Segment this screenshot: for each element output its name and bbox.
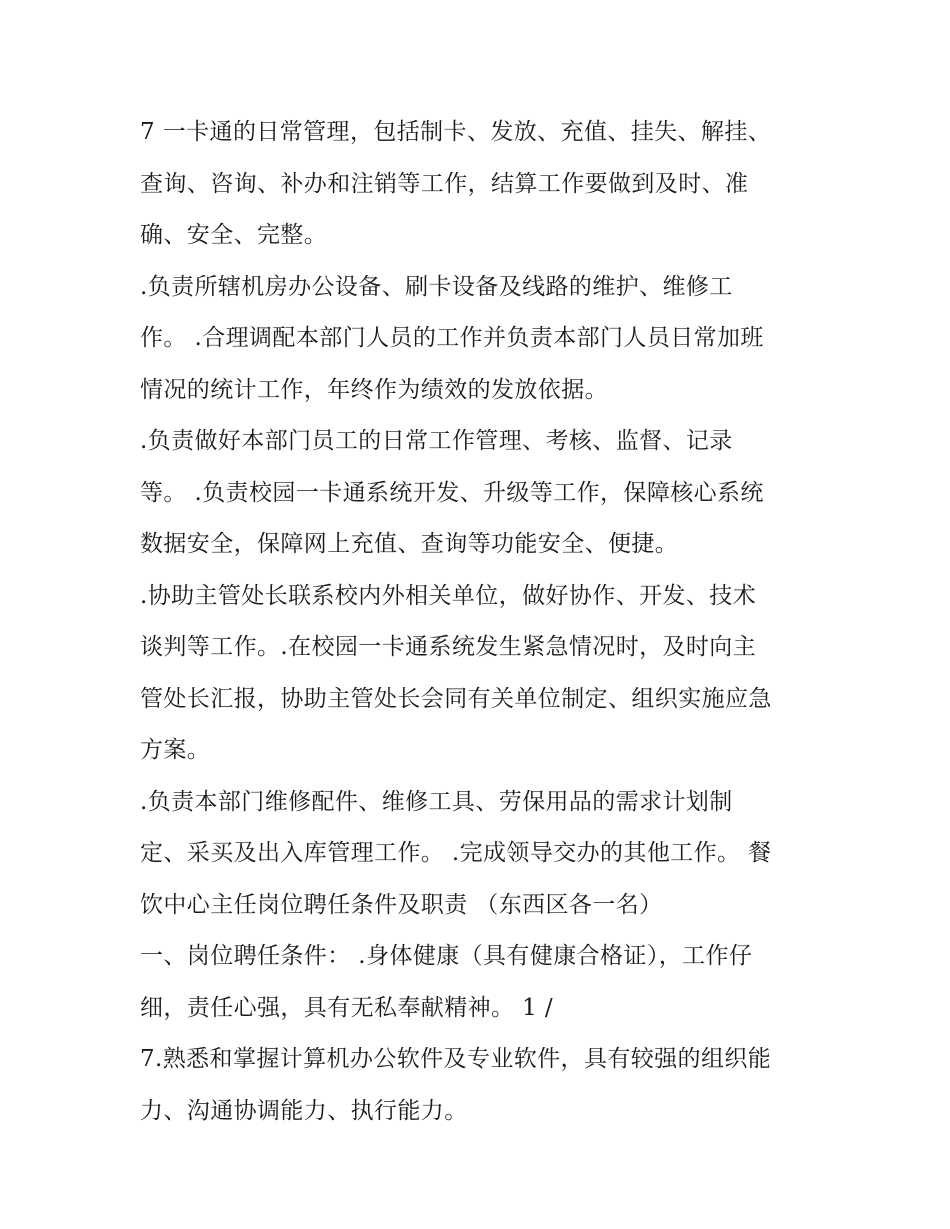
text-line: 力、沟通协调能力、执行能力。: [140, 1097, 468, 1124]
text-line: 作。 .合理调配本部门人员的工作并负责本部门人员日常加班: [140, 325, 764, 351]
text-line: 谈判等工作。.在校园一卡通系统发生紧急情况时，及时向主: [140, 634, 757, 660]
text-line: 管处长汇报，协助主管处长会同有关单位制定、组织实施应急: [140, 685, 772, 712]
text-line: 查询、咨询、补办和注销等工作，结算工作要做到及时、准: [140, 170, 749, 197]
text-line: 饮中心主任岗位聘任条件及职责 （东西区各一名）: [140, 891, 663, 918]
text-line: 7.熟悉和掌握计算机办公软件及专业软件，具有较强的组织能: [140, 1046, 772, 1072]
text-line: 方案。: [140, 737, 211, 763]
body-text: [140, 107, 820, 1137]
text-line: .负责做好本部门员工的日常工作管理、考核、监督、记录: [140, 428, 733, 454]
text-line: .负责本部门维修配件、维修工具、劳保用品的需求计划制: [140, 788, 733, 815]
text-line: 细，责任心强，具有无私奉献精神。 1 /: [140, 994, 554, 1021]
text-line: 7 一卡通的日常管理，包括制卡、发放、充值、挂失、解挂、: [140, 119, 772, 145]
text-line: .协助主管处长联系校内外相关单位，做好协作、开发、技术: [140, 582, 757, 609]
text-line: 数据安全，保障网上充值、查询等功能安全、便捷。: [140, 531, 679, 557]
text-line: 一、岗位聘任条件： .身体健康（具有健康合格证），工作仔: [140, 943, 753, 969]
text-line: 等。 .负责校园一卡通系统开发、升级等工作，保障核心系统: [140, 479, 764, 506]
text-line: 定、采买及出入库管理工作。 .完成领导交办的其他工作。 餐: [140, 840, 772, 866]
text-line: 确、安全、完整。: [140, 222, 328, 248]
text-line: 情况的统计工作，年终作为绩效的发放依据。: [140, 376, 608, 403]
text-line: .负责所辖机房办公设备、刷卡设备及线路的维护、维修工: [140, 273, 733, 300]
